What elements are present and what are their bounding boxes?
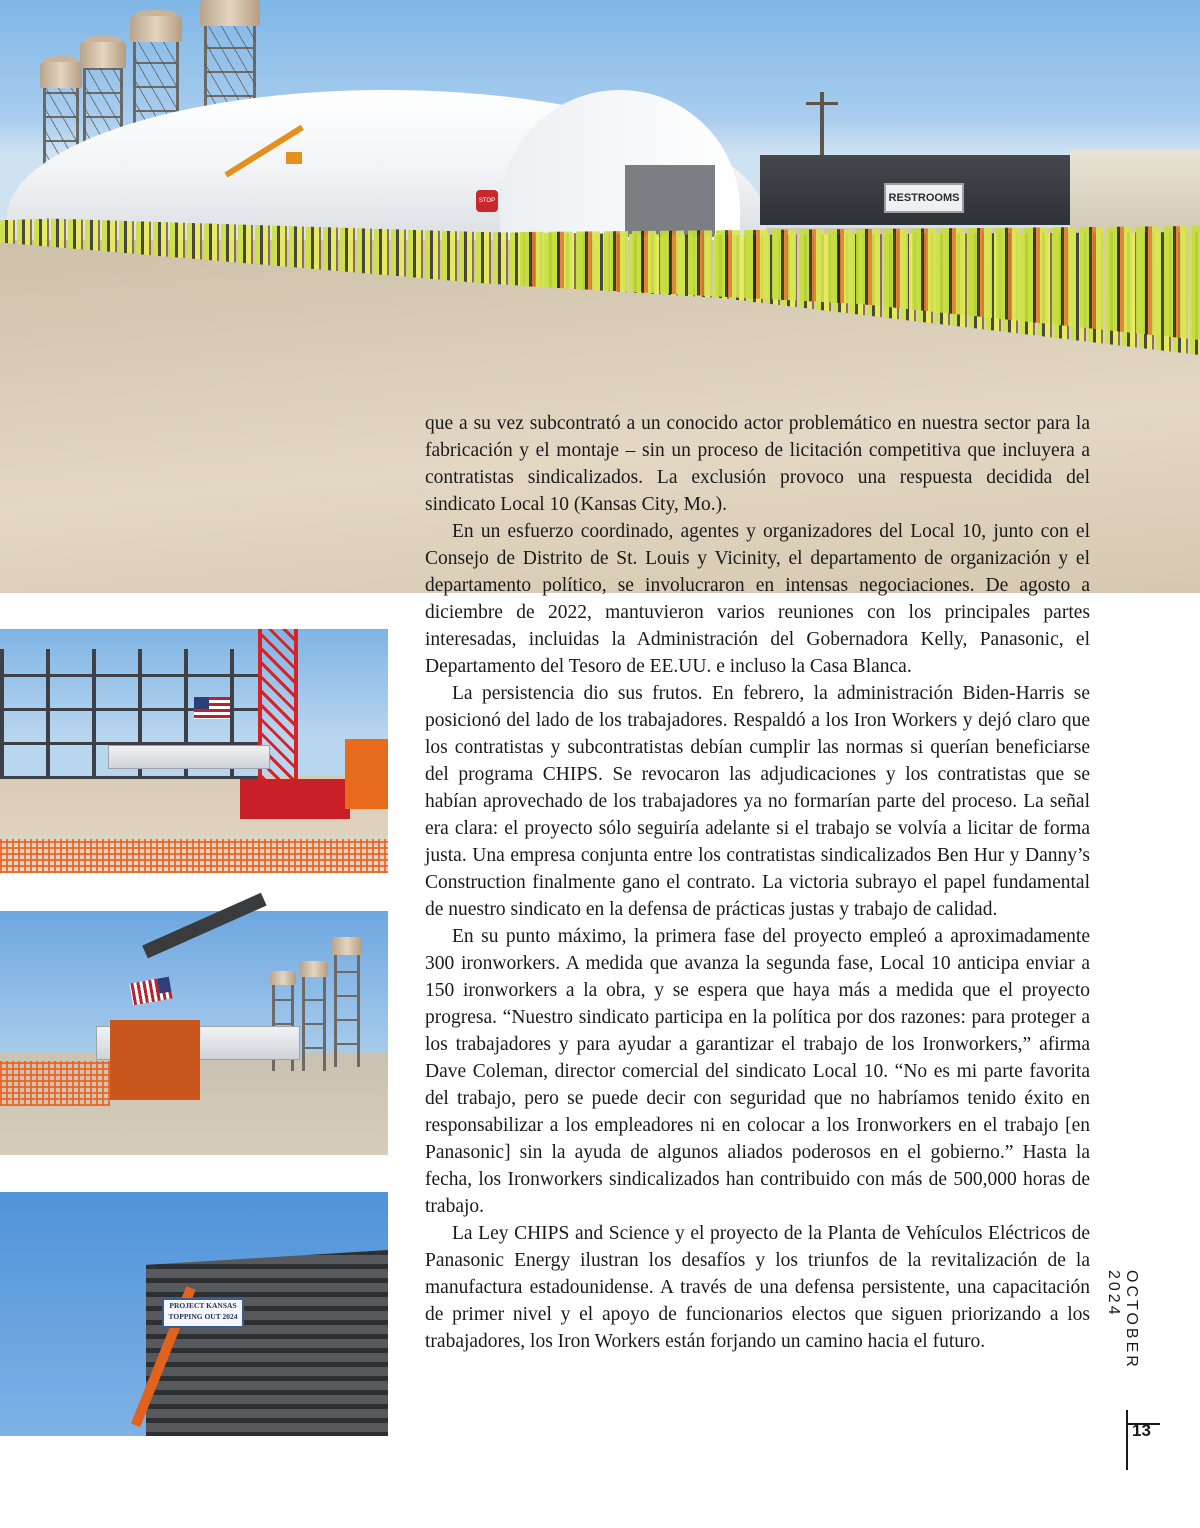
boom-lift-bucket [286,152,302,164]
orange-safety-fence [0,1061,110,1106]
photo-steel-frame-crane [0,629,388,873]
dome-door [625,165,715,237]
telehandler [110,1020,200,1100]
article-paragraph: En su punto máximo, la primera fase del proyecto empleó a aproximadamente 300 ironworkers. A medida que avanza la segunda fase, Local 10 anticipa enviar a 150 ironworkers a la obra, y se espera que haya más a medida que el proyecto progresa. “Nuestro sindicato participa en la política por dos razones: para proteger a los trabajadores y para ayudar a garantizar el trabajo de los Ironworkers,” afirma Dave Coleman, director comercial del sindicato Local 10. “No es mi parte favorita del trabajo, pero se puede decir con seguridad que no habríamos tenido éxito en responsabilizar a los empleadores ni en colocar a los Ironworkers en el trabajo [en Panasonic] sin la ayuda de algunos aliados poderosos en el gobierno.” Hasta la fecha, los Ironworkers sindicalizados han contribuido con más de 500,000 horas de trabajo. [425,926,1090,1217]
american-flag [129,977,172,1006]
article-paragraph: La persistencia dio sus frutos. En febrero, la administración Biden-Harris se posicionó del lado de los trabajadores. Respaldó a los Iron Workers y dejó claro que los contratistas y subcontratistas debían cumplir las normas si querían beneficiarse del programa CHIPS. Se revocaron las adjudicaciones y los contratistas que se habían aprovechado de los trabajadores ya no formarían parte del proceso. La señal era clara: el proyecto sólo seguiría adelante si el trabajo se volvía a licitar de forma justa. Una empresa conjunta entre los contratistas sindicalizados Ben Hur y Danny’s Construction finalmente gano el contrato. La victoria subrayo el papel fundamental de nuestro sindicato en la defensa de prácticas justas y trabajo de calidad. [425,683,1090,920]
sign-line-1: PROJECT KANSAS [169,1301,237,1310]
water-tower [332,937,362,1067]
article-body [425,410,1090,1355]
article-paragraph: La Ley CHIPS and Science y el proyecto de la Planta de Vehículos Eléctricos de Panasonic Energy ilustran los desafíos y los triunfos de la revitalización de la manufactura estadounidense. A través de una defensa persistente, una capacitación de primer nivel y el apoyo de funcionarios electos que siguen priorizando a los trabajadores, los Iron Workers están forjando un camino hacia el futuro. [425,1223,1090,1352]
crane-base [240,779,350,819]
article-paragraph: En un esfuerzo coordinado, agentes y organizadores del Local 10, junto con el Consejo de Distrito de St. Louis y Vicinity, el departamento de organización y el departamento político, se involucraron en intensas negociaciones. De agosto a diciembre de 2022, mantuvieron varios reuniones con los principales partes interesadas, incluidas la Administración del Gobernadora Kelly, Panasonic, el Departamento del Tesoro de EE.UU. e incluso la Casa Blanca. [425,521,1090,677]
steel-building-facade [146,1250,388,1436]
light-trailer [1070,150,1200,235]
american-flag [194,697,230,719]
restrooms-sign: RESTROOMS [884,183,964,213]
article-paragraph: que a su vez subcontrató a un conocido actor problemático en nuestra sector para la fabricación y el montaje – sin un proceso de licitación competitiva que incluyera a contratistas sindicalizados. La exclusión provoco una respuesta decidida del sindicato Local 10 (Kansas City, Mo.). [425,413,1090,515]
folio-rule-vertical [1126,1410,1128,1470]
sign-line-2: TOPPING OUT 2024 [168,1312,238,1321]
stop-sign: STOP [476,190,498,212]
orange-machine [345,739,388,809]
topping-out-sign [162,1298,244,1328]
page-number: 13 [1132,1421,1151,1440]
white-beam [108,745,270,769]
issue-date: OCTOBER 2024 [1105,1270,1140,1370]
water-tower [300,961,328,1071]
utility-pole-crossbar [806,102,838,105]
orange-safety-fence [0,839,388,873]
